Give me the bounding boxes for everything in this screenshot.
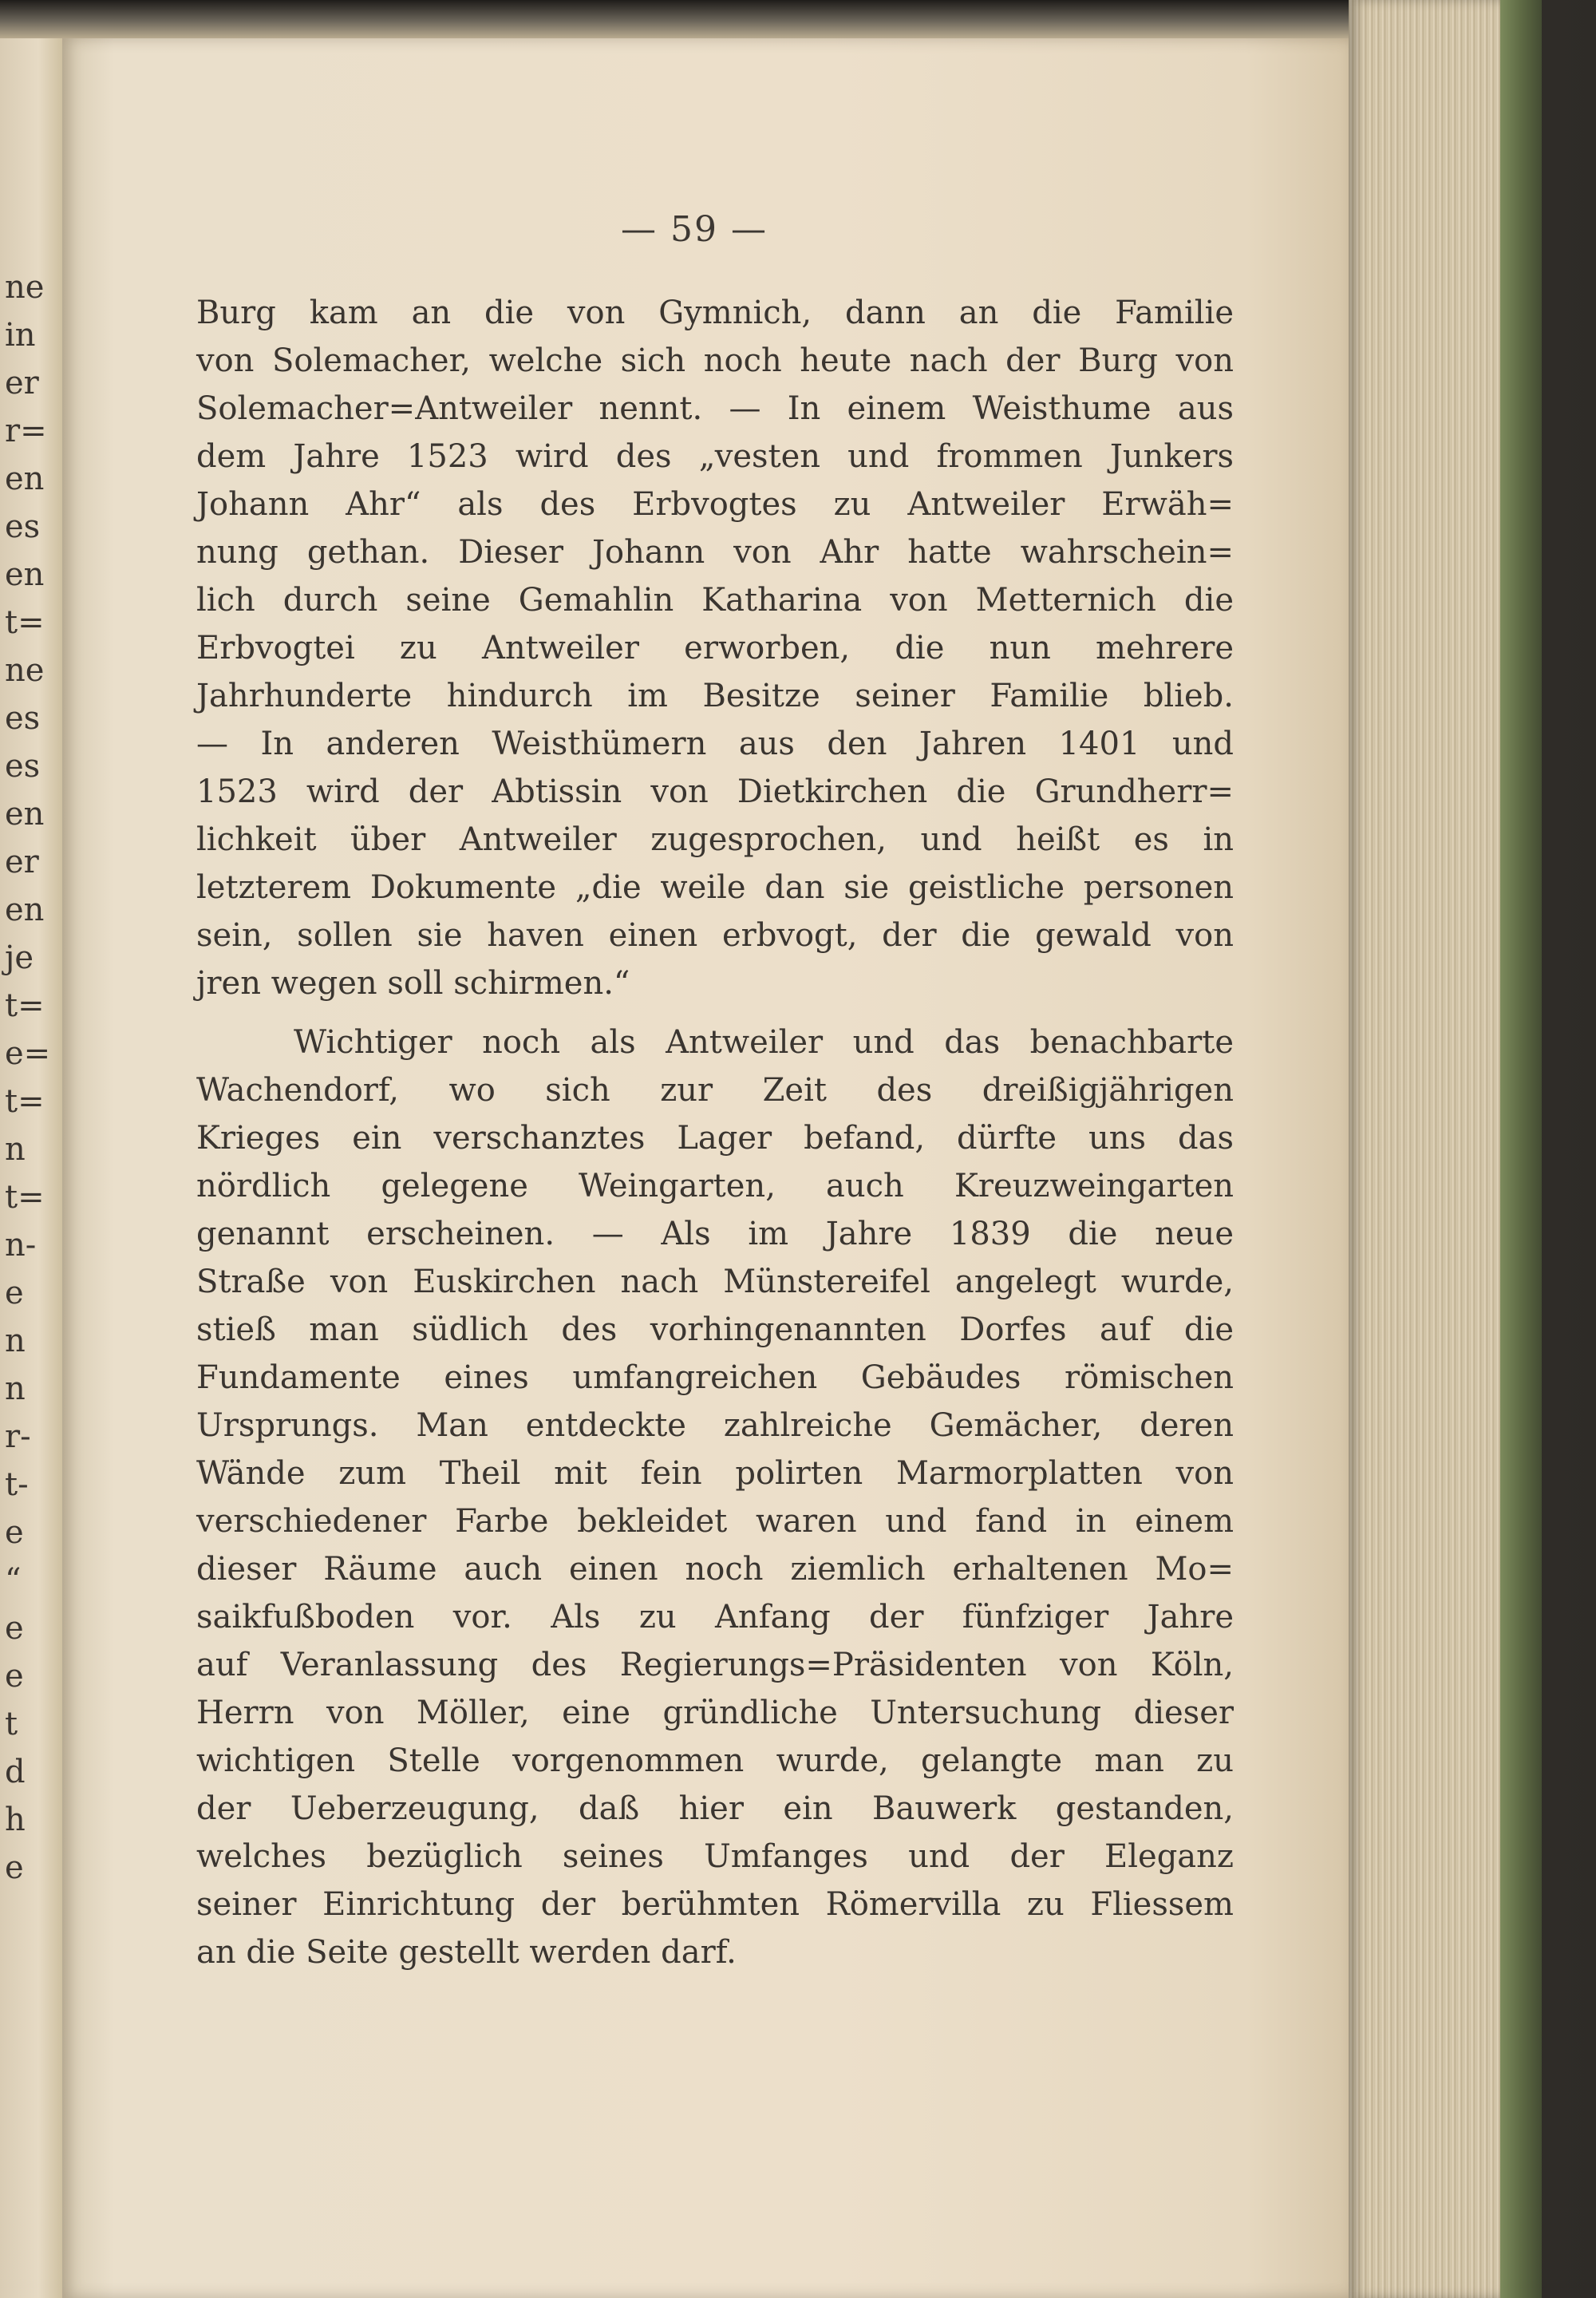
text-line: der Ueberzeugung, daß hier ein Bauwerk gestanden, bbox=[196, 1790, 1234, 1827]
body-text bbox=[196, 289, 1234, 1976]
text-line: saikfußboden vor. Als zu Anfang der fünfziger Jahre bbox=[196, 1599, 1234, 1635]
text-line: Erbvogtei zu Antweiler erworben, die nun mehrere bbox=[196, 630, 1234, 666]
text-line: Johann Ahr“ als des Erbvogtes zu Antweiler Erwäh= bbox=[196, 486, 1234, 523]
left-page-fragment: e bbox=[5, 1514, 24, 1551]
page-edges bbox=[1349, 0, 1500, 2298]
text-line: dieser Räume auch einen noch ziemlich erhaltenen Mo= bbox=[196, 1551, 1234, 1588]
left-page-fragment: en bbox=[5, 796, 45, 833]
left-page-fragment: t= bbox=[5, 1083, 45, 1120]
left-page-fragment: t= bbox=[5, 987, 45, 1024]
left-page-fragment: “ bbox=[5, 1562, 22, 1599]
text-line: Fundamente eines umfangreichen Gebäudes römischen bbox=[196, 1359, 1234, 1396]
text-line: nördlich gelegene Weingarten, auch Kreuzweingarten bbox=[196, 1168, 1234, 1204]
left-page-fragment: in bbox=[5, 317, 36, 354]
text-line: Krieges ein verschanztes Lager befand, dürfte uns das bbox=[196, 1120, 1234, 1157]
text-line: stieß man südlich des vorhingenannten Dorfes auf die bbox=[196, 1311, 1234, 1348]
left-page-fragment: t bbox=[5, 1706, 18, 1742]
left-page-fragment: r- bbox=[5, 1418, 31, 1455]
left-page-fragment: t= bbox=[5, 1179, 45, 1216]
text-line: an die Seite gestellt werden darf. bbox=[196, 1934, 737, 1971]
text-line: Herrn von Möller, eine gründliche Untersuchung dieser bbox=[196, 1695, 1234, 1731]
text-line: lich durch seine Gemahlin Katharina von Metternich die bbox=[196, 582, 1234, 619]
text-line: wichtigen Stelle vorgenommen wurde, gelangte man zu bbox=[196, 1742, 1234, 1779]
left-page-fragment: er bbox=[5, 844, 39, 880]
left-facing-page bbox=[0, 32, 64, 2298]
text-line: Wachendorf, wo sich zur Zeit des dreißigjährigen bbox=[196, 1072, 1234, 1109]
left-page-fragment: n- bbox=[5, 1227, 37, 1264]
text-line: seiner Einrichtung der berühmten Römervilla zu Fliessem bbox=[196, 1886, 1234, 1923]
left-page-fragment: d bbox=[5, 1754, 26, 1790]
text-line: sein, sollen sie haven einen erbvogt, der die gewald von bbox=[196, 917, 1234, 954]
left-page-fragment: es bbox=[5, 508, 41, 545]
left-page-fragment: n bbox=[5, 1131, 26, 1168]
text-line: von Solemacher, welche sich noch heute nach der Burg von bbox=[196, 342, 1234, 379]
left-page-fragment: er bbox=[5, 365, 39, 401]
left-page-fragment: e bbox=[5, 1849, 24, 1886]
text-line: Ursprungs. Man entdeckte zahlreiche Gemächer, deren bbox=[196, 1407, 1234, 1444]
text-line: lichkeit über Antweiler zugesprochen, und heißt es in bbox=[196, 821, 1234, 858]
text-line: auf Veranlassung des Regierungs=Präsidenten von Köln, bbox=[196, 1647, 1234, 1683]
left-page-fragment: je bbox=[5, 939, 34, 976]
text-line: Straße von Euskirchen nach Münstereifel angelegt wurde, bbox=[196, 1264, 1234, 1300]
text-line: letzterem Dokumente „die weile dan sie geistliche personen bbox=[196, 869, 1234, 906]
left-page-fragment: e bbox=[5, 1658, 24, 1695]
left-page-fragment: t= bbox=[5, 604, 45, 641]
left-page-fragment: e= bbox=[5, 1035, 51, 1072]
text-line: welches bezüglich seines Umfanges und der Eleganz bbox=[196, 1838, 1234, 1875]
text-line: genannt erscheinen. — Als im Jahre 1839 die neue bbox=[196, 1216, 1234, 1252]
left-page-fragment: n bbox=[5, 1323, 26, 1359]
left-page-fragment: es bbox=[5, 748, 41, 785]
text-line: dem Jahre 1523 wird des „vesten und frommen Junkers bbox=[196, 438, 1234, 475]
paragraph-gap bbox=[196, 1007, 1234, 1018]
text-line: Wichtiger noch als Antweiler und das benachbarte bbox=[294, 1024, 1234, 1061]
book-cover-edge bbox=[1500, 0, 1542, 2298]
left-page-fragment: r= bbox=[5, 413, 47, 449]
text-line: 1523 wird der Abtissin von Dietkirchen die Grundherr= bbox=[196, 773, 1234, 810]
left-page-fragment: en bbox=[5, 461, 45, 497]
text-line: verschiedener Farbe bekleidet waren und fand in einem bbox=[196, 1503, 1234, 1540]
page-number: — 59 — bbox=[621, 209, 768, 250]
paragraph bbox=[196, 289, 1234, 1007]
binding-strip bbox=[0, 0, 1357, 38]
left-page-fragment: t- bbox=[5, 1466, 29, 1503]
paragraph bbox=[196, 1018, 1234, 1976]
left-page-fragment: h bbox=[5, 1802, 26, 1838]
left-page-fragment: en bbox=[5, 556, 45, 593]
left-page-fragment: en bbox=[5, 892, 45, 928]
text-line: nung gethan. Dieser Johann von Ahr hatte wahrschein= bbox=[196, 534, 1234, 571]
text-line: Wände zum Theil mit fein polirten Marmorplatten von bbox=[196, 1455, 1234, 1492]
left-page-fragment: n bbox=[5, 1370, 26, 1407]
text-line: Burg kam an die von Gymnich, dann an die Familie bbox=[196, 295, 1234, 331]
text-line: Solemacher=Antweiler nennt. — In einem Weisthume aus bbox=[196, 390, 1234, 427]
left-page-fragment: ne bbox=[5, 269, 45, 306]
left-page-fragment: es bbox=[5, 700, 41, 737]
left-page-fragment: e bbox=[5, 1275, 24, 1311]
left-page-fragment: e bbox=[5, 1610, 24, 1647]
text-line: Jahrhunderte hindurch im Besitze seiner Familie blieb. bbox=[196, 678, 1234, 714]
text-line: jren wegen soll schirmen.“ bbox=[196, 965, 630, 1002]
left-page-fragment: ne bbox=[5, 652, 45, 689]
text-line: — In anderen Weisthümern aus den Jahren 1401 und bbox=[196, 726, 1234, 762]
